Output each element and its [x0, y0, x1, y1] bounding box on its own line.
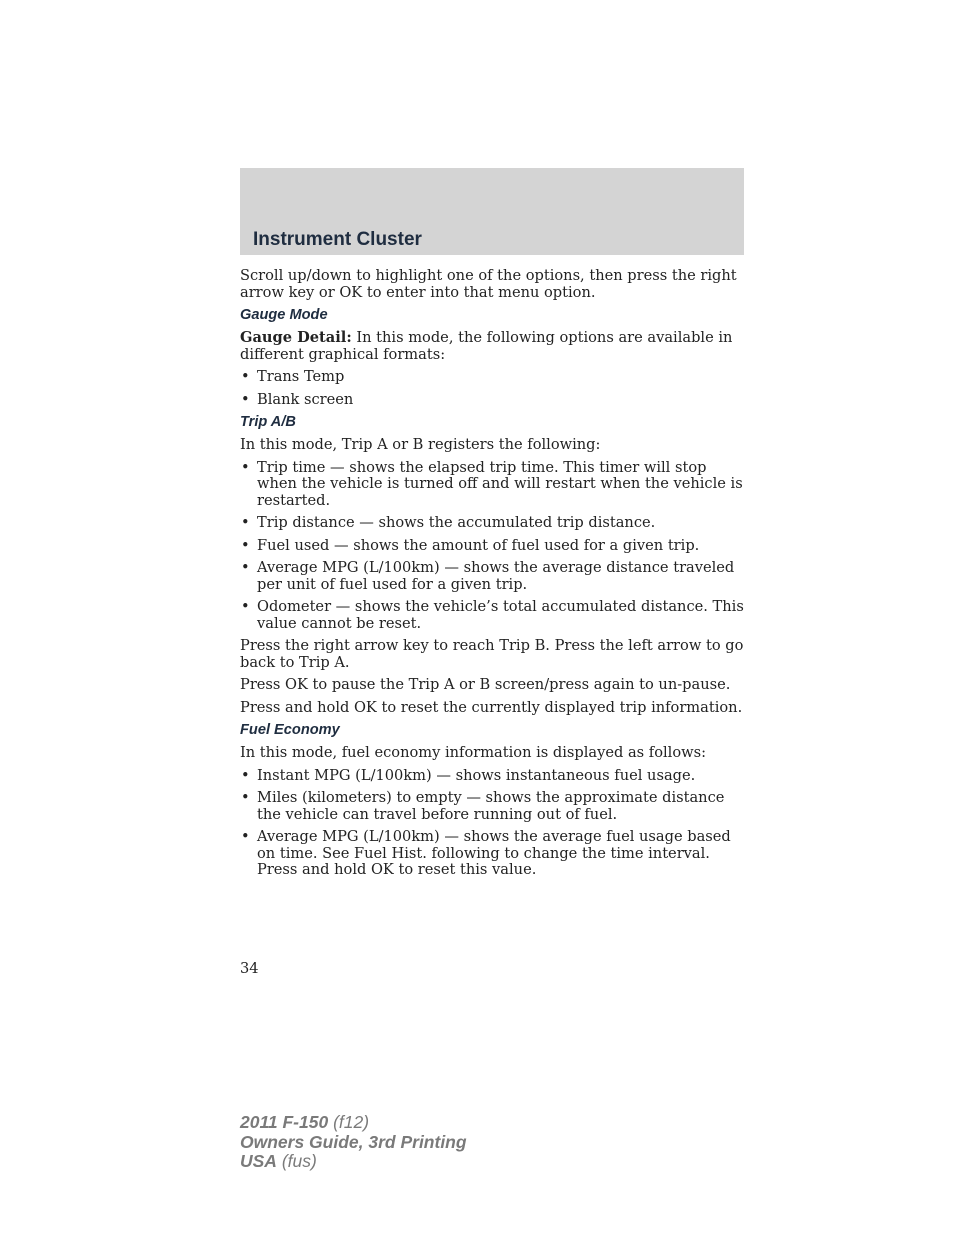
list-item: • Odometer — shows the vehicle’s total accumulated distance. This value cannot be reset. [240, 599, 746, 632]
fuel-economy-list [240, 768, 746, 879]
footer-region: USA [240, 1151, 277, 1171]
footer-region-code: (fus) [276, 1151, 317, 1171]
list-item: • Trip distance — shows the accumulated trip distance. [240, 515, 746, 532]
gauge-detail-paragraph [240, 330, 746, 363]
fuel-economy-intro: In this mode, fuel economy information is displayed as follows: [240, 744, 707, 761]
trip-paragraph: Press the right arrow key to reach Trip B. Press the left arrow to go back to Trip A. [240, 637, 744, 671]
list-item: • Trip time — shows the elapsed trip time. This timer will stop when the vehicle is turned off and will restart when the vehicle is restarted. [240, 460, 746, 510]
list-item: • Blank screen [240, 392, 746, 409]
intro-paragraph: Scroll up/down to highlight one of the options, then press the right arrow key or OK to enter into that menu option. [240, 267, 737, 301]
trip-paragraph: Press OK to pause the Trip A or B screen/press again to un-pause. [240, 676, 731, 693]
trip-intro: In this mode, Trip A or B registers the following: [240, 436, 601, 453]
gauge-detail-label: Gauge Detail: [240, 329, 352, 346]
gauge-detail-text: In this mode, the following options are available in different graphical formats: [240, 329, 733, 363]
list-item: • Instant MPG (L/100km) — shows instantaneous fuel usage. [240, 768, 746, 785]
footer-line-guide [240, 1133, 467, 1153]
fuel-economy-heading: Fuel Economy [240, 722, 340, 738]
page-number: 34 [240, 960, 259, 977]
list-item: • Trans Temp [240, 369, 746, 386]
footer-line-model [240, 1113, 467, 1133]
list-item: • Average MPG (L/100km) — shows the average fuel usage based on time. See Fuel Hist. following to change the time interval. Press and hold OK to reset this value. [240, 829, 746, 879]
list-item: • Fuel used — shows the amount of fuel used for a given trip. [240, 538, 746, 555]
list-item: • Miles (kilometers) to empty — shows the approximate distance the vehicle can travel before running out of fuel. [240, 790, 746, 823]
footer-model: 2011 F-150 [240, 1112, 329, 1132]
gauge-mode-heading: Gauge Mode [240, 307, 328, 323]
document-footer [240, 1113, 467, 1172]
list-item: • Average MPG (L/100km) — shows the average distance traveled per unit of fuel used for a given trip. [240, 560, 746, 593]
trip-heading: Trip A/B [240, 414, 296, 430]
section-header-band [240, 168, 744, 255]
page-content [240, 268, 746, 885]
section-title: Instrument Cluster [253, 229, 422, 250]
trip-list [240, 460, 746, 633]
footer-guide: Owners Guide, 3rd Printing [240, 1131, 467, 1152]
gauge-mode-list [240, 369, 746, 408]
trip-paragraph: Press and hold OK to reset the currently displayed trip information. [240, 698, 743, 716]
footer-line-region [240, 1152, 467, 1172]
footer-model-code: (f12) [328, 1112, 370, 1132]
